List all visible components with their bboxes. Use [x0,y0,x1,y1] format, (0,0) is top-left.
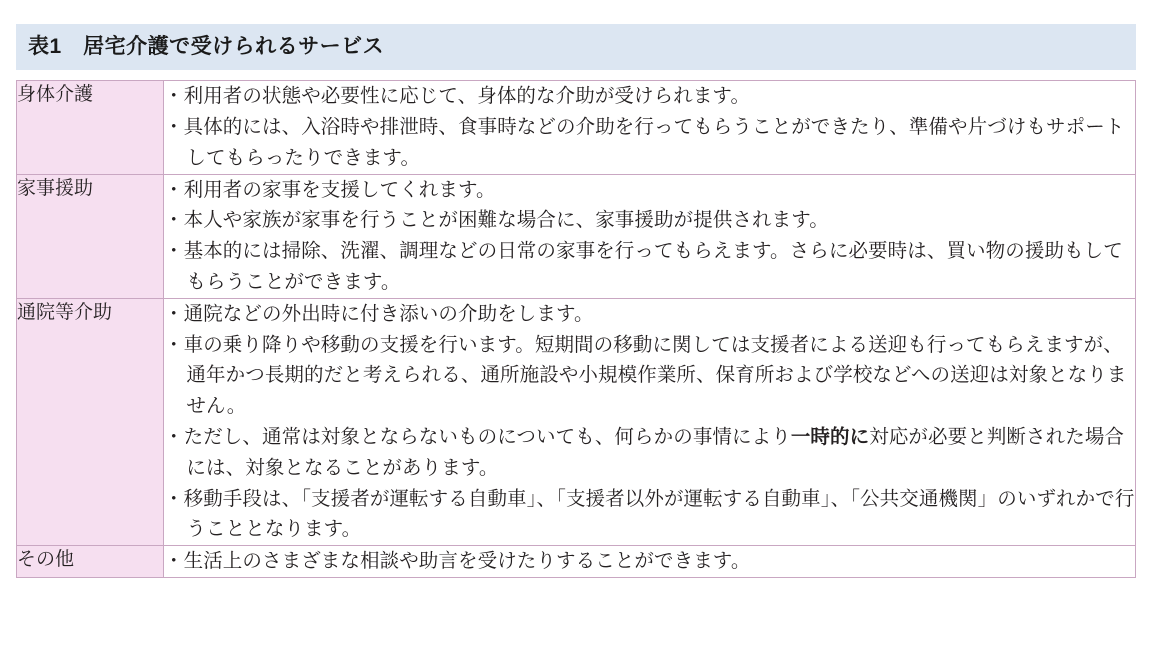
row-category: 家事援助 [17,174,164,298]
list-item: ・ 基本的には掃除、洗濯、調理などの日常の家事を行ってもらえます。さらに必要時は、買い物の援助もしてもらうことができます。 [164,236,1135,298]
list-item: ・ 通院などの外出時に付き添いの介助をします。 [164,299,1135,330]
description-list [164,299,1135,545]
list-item: ・ 車の乗り降りや移動の支援を行います。短期間の移動に関しては支援者による送迎も行ってもらえますが、通年かつ長期的だと考えられる、通所施設や小規模作業所、保育所および学校などへの送迎は対象となりません。 [164,330,1135,422]
row-description [164,81,1136,174]
services-table [16,80,1136,578]
table-row [17,298,1136,545]
list-item: ・ 移動手段は、「支援者が運転する自動車」、「支援者以外が運転する自動車」、「公共交通機関」のいずれかで行うこととなります。 [164,484,1135,546]
table-caption: 表1 居宅介護で受けられるサービス [16,24,1136,70]
list-item: ・ 利用者の家事を支援してくれます。 [164,175,1135,206]
description-list [164,546,1135,577]
row-category: その他 [17,546,164,578]
row-description [164,298,1136,545]
table-row [17,546,1136,578]
table-row [17,174,1136,298]
row-category: 通院等介助 [17,298,164,545]
description-list [164,175,1135,298]
row-description [164,174,1136,298]
list-item: ・ 本人や家族が家事を行うことが困難な場合に、家事援助が提供されます。 [164,205,1135,236]
list-item: ・ ただし、通常は対象とならないものについても、何らかの事情により一時的に対応が必要と判断された場合には、対象となることがあります。 [164,422,1135,484]
row-category: 身体介護 [17,81,164,174]
row-description [164,546,1136,578]
list-item: ・ 利用者の状態や必要性に応じて、身体的な介助が受けられます。 [164,81,1135,112]
list-item: ・ 具体的には、入浴時や排泄時、食事時などの介助を行ってもらうことができたり、準備や片づけもサポートしてもらったりできます。 [164,112,1135,174]
table-row [17,81,1136,174]
list-item: ・ 生活上のさまざまな相談や助言を受けたりすることができます。 [164,546,1135,577]
description-list [164,81,1135,173]
